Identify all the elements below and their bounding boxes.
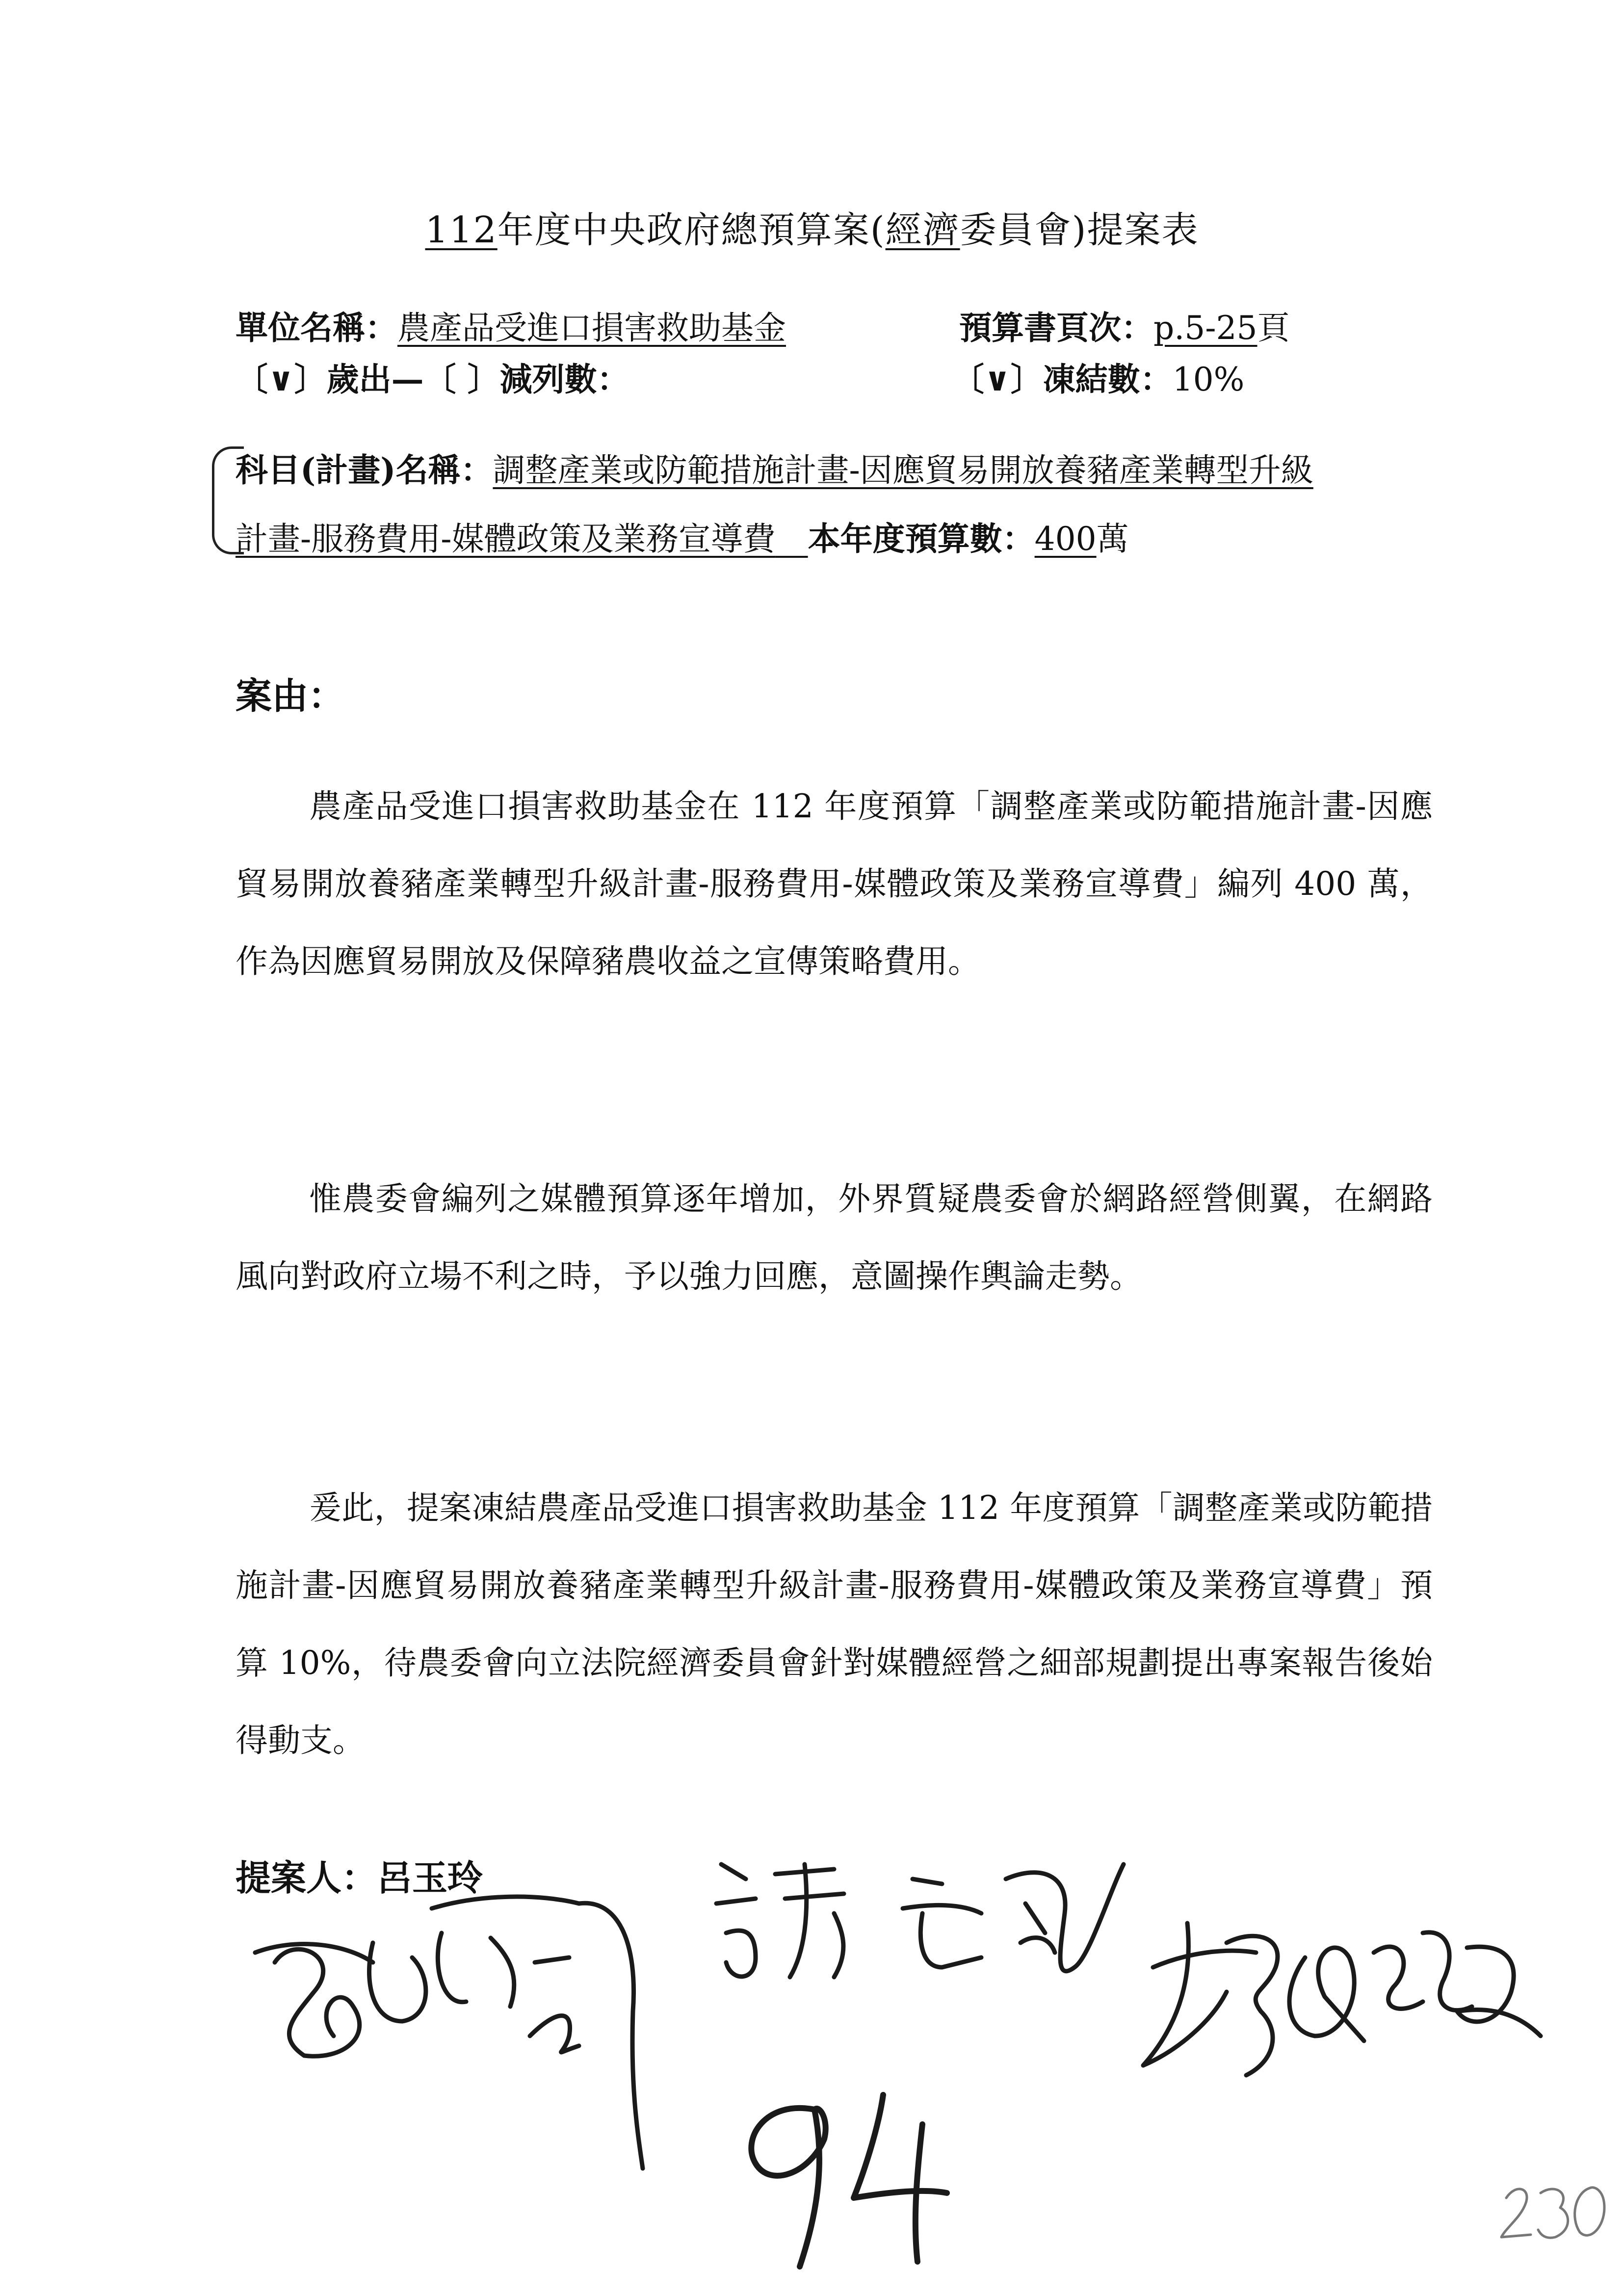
subject-name-2: 計畫-服務費用-媒體政策及業務宣導費 [236,520,776,558]
subject-name-1: 調整產業或防範措施計畫-因應貿易開放養豬產業轉型升級 [493,451,1313,489]
freeze-value: 10% [1172,361,1245,398]
title-committee: 經濟 [885,209,960,251]
reason-paragraph-2: 惟農委會編列之媒體預算逐年增加，外界質疑農委會於網路經營側翼，在網路風向對政府立場不利之時，予以強力回應，意圖操作輿論走勢。 [236,1180,1433,1295]
budget-label: 本年度預算數： [808,520,1035,558]
proposer-label: 提案人： [236,1857,377,1899]
signature-2 [716,1864,1124,1977]
expenditure-option: 〔∨〕歲出—〔 〕減列數： [236,360,629,398]
title-part1: 年度中央政府總預算案( [497,209,886,251]
handwritten-number-94 [751,2095,947,2267]
reason-heading: 案由： [236,675,344,717]
signature-1 [255,1897,643,2168]
budget-value: 400 [1034,520,1097,558]
reason-paragraph-1: 農產品受進口損害救助基金在 112 年度預算「調整產業或防範措施計畫-因應貿易開放養豬產業轉型升級計畫-服務費用-媒體政策及業務宣導費」編列 400 萬，作為因應貿易開放及保障豬農收益之宣傳策略費用。 [236,787,1433,980]
handwritten-page-mark [1501,2188,1604,2238]
signature-3 [1143,1923,1541,2075]
reason-paragraph-3: 爰此，提案凍結農產品受進口損害救助基金 112 年度預算「調整產業或防範措施計畫-因應貿易開放養豬產業轉型升級計畫-服務費用-媒體政策及業務宣導費」預算 10%，待農委會向立法院經濟委員會針對媒體經營之細部規劃提出專案報告後始得動支。 [236,1489,1433,1759]
title-part2: 委員會)提案表 [960,209,1199,251]
page-ref-label: 預算書頁次： [959,309,1153,347]
page-ref-suffix: 頁 [1257,309,1290,347]
page-ref-value: p.5-25 [1153,309,1257,347]
title-year: 112 [425,209,498,251]
unit-value: 農產品受進口損害救助基金 [397,309,786,347]
unit-label: 單位名稱： [236,309,397,347]
budget-unit: 萬 [1096,520,1129,558]
subject-label: 科目(計畫)名稱： [236,451,493,489]
proposer-name: 呂玉玲 [377,1857,483,1899]
freeze-label: 〔∨〕凍結數： [952,360,1173,398]
